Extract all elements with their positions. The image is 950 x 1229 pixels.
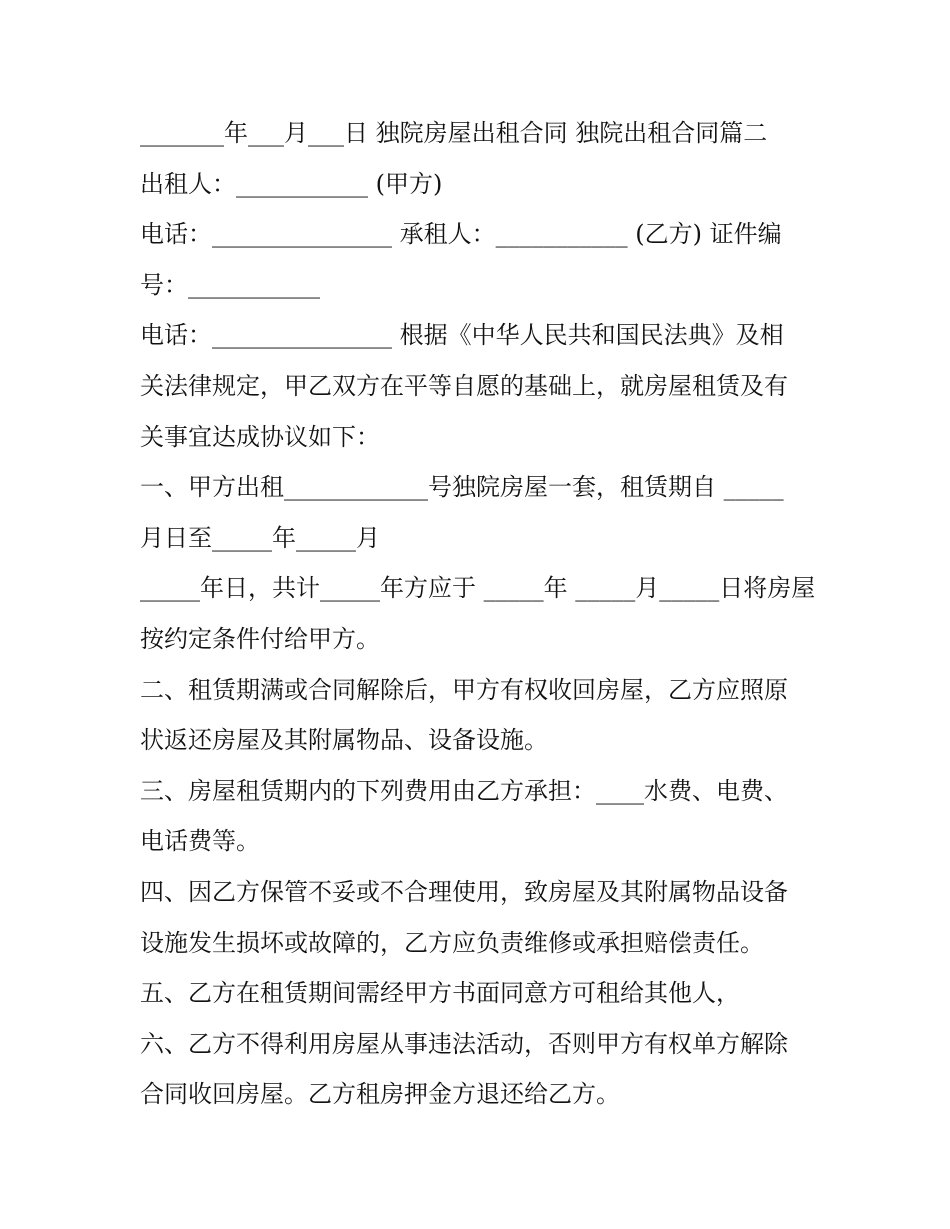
clause-2-end-line: 状返还房屋及其附属物品、设备设施。 xyxy=(140,726,548,755)
clause-6-line: 六、乙方不得利用房屋从事违法活动，否则甲方有权单方解除 xyxy=(140,1029,788,1058)
clause-3-line: 三、房屋租赁期内的下列费用由乙方承担：____水费、电费、 xyxy=(140,776,788,805)
clause-2-line: 二、租赁期满或合同解除后，甲方有权收回房屋，乙方应照原 xyxy=(140,675,788,704)
phone-lessee-line: 电话：_______________ 承租人：___________ (乙方) 证件编 xyxy=(140,220,782,249)
lessor-line: 出租人：___________ (甲方) xyxy=(140,169,443,198)
clause-3-end-line: 电话费等。 xyxy=(140,827,260,856)
title-date-line: _______年___月___日 独院房屋出租合同 独院出租合同篇二 xyxy=(140,119,768,147)
clause-1-end-line: 按约定条件付给甲方。 xyxy=(140,624,380,653)
contract-text xyxy=(140,108,830,1120)
id-number-line: 号：___________ xyxy=(140,270,320,299)
preamble-line: 关法律规定，甲乙双方在平等自愿的基础上，就房屋租赁及有 xyxy=(140,371,788,400)
clause-4-end-line: 设施发生损坏或故障的，乙方应负责维修或承担赔偿责任。 xyxy=(140,928,764,957)
phone-basis-line: 电话：_______________ 根据《中华人民共和国民法典》及相 xyxy=(140,321,784,350)
clause-1-continued-line: 月日至_____年_____月 xyxy=(140,523,380,552)
clause-4-line: 四、因乙方保管不妥或不合理使用，致房屋及其附属物品设备 xyxy=(140,877,788,906)
clause-1-dates-line: _____年日，共计_____年方应于 _____年 _____月_____日将房屋 xyxy=(140,574,816,603)
preamble-end-line: 关事宜达成协议如下： xyxy=(140,422,380,451)
clause-6-end-line: 合同收回房屋。乙方租房押金方退还给乙方。 xyxy=(140,1080,620,1109)
clause-1-line: 一、甲方出租____________号独院房屋一套，租赁期自 _____ xyxy=(140,473,784,502)
clause-5-line: 五、乙方在租赁期间需经甲方书面同意方可租给其他人， xyxy=(140,979,740,1008)
